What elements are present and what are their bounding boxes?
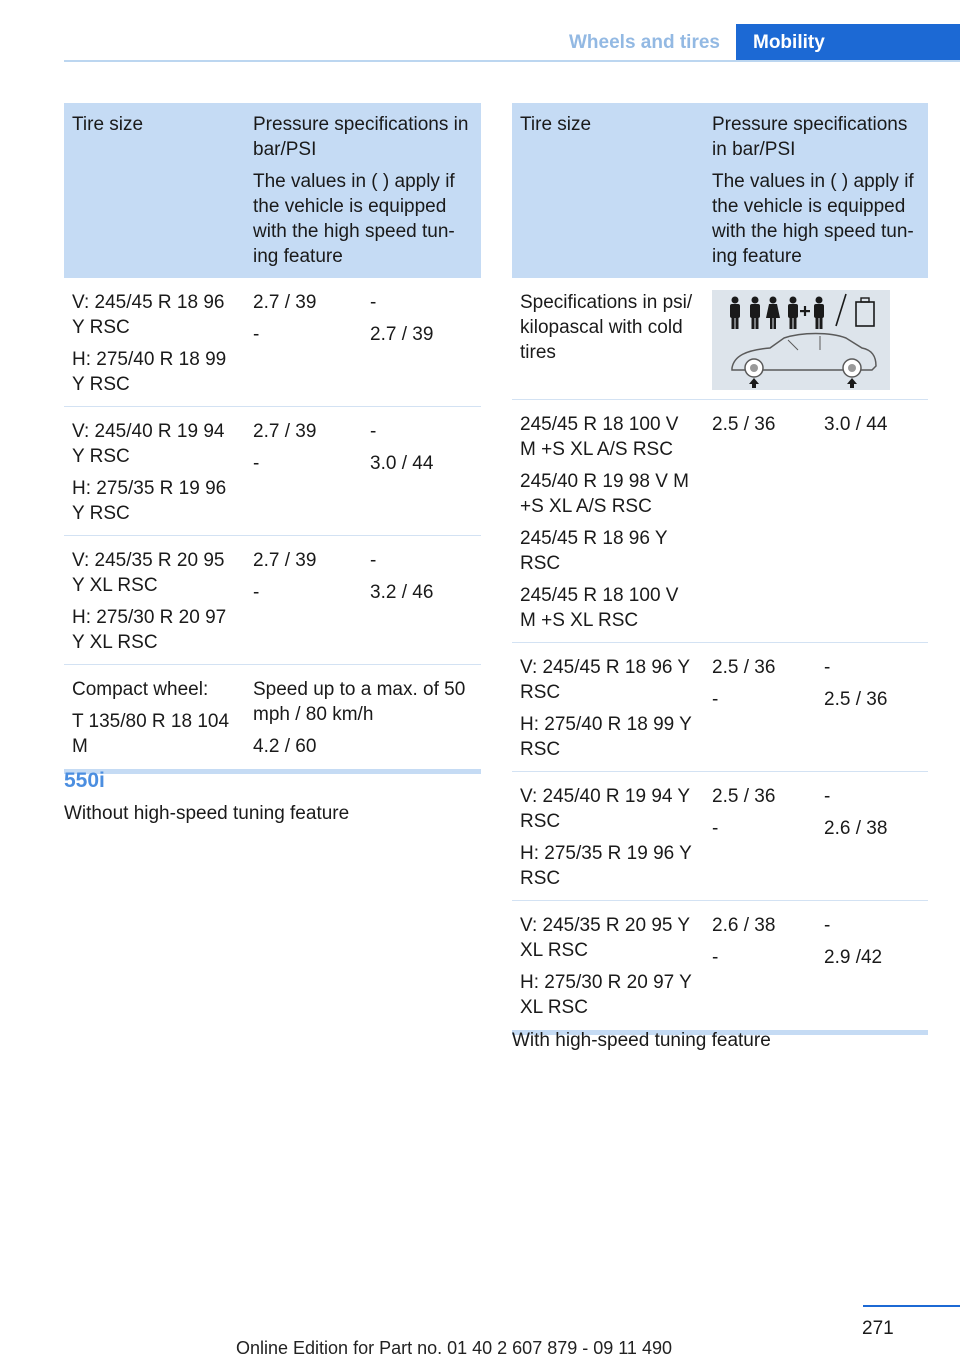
column-header-pressure: [245, 103, 481, 278]
page-header: [64, 24, 960, 62]
tire-size-rear: H: 275/30 R 20 97 Y XL RSC: [72, 607, 227, 653]
tire-size-front: V: 245/35 R 20 95 Y XL RSC: [520, 915, 690, 961]
pressure-value: 2.9 /42: [824, 947, 883, 968]
tire-size-front: V: 245/40 R 19 94 Y RSC: [72, 421, 225, 467]
tire-size-front: V: 245/45 R 18 96 Y RSC: [72, 292, 225, 338]
pressure-cell: [704, 643, 816, 772]
column-header-tire-size: Tire size: [64, 103, 245, 278]
tire-size-rear: H: 275/30 R 20 97 Y XL RSC: [520, 972, 692, 1018]
load-pictogram-icon: [712, 290, 890, 390]
table-row: [512, 400, 928, 643]
pressure-header-note: The values in ( ) apply if the vehicle is equipped with the high speed tun-ing feature: [253, 171, 455, 267]
tire-pressure-table-left: [64, 103, 481, 774]
pressure-cell: [362, 407, 481, 536]
table-header-row: [512, 103, 928, 278]
tire-size-rear: H: 275/35 R 19 96 Y RSC: [520, 843, 692, 889]
pressure-cell: [816, 901, 928, 1033]
pressure-cell: [245, 278, 362, 407]
pressure-value: 2.7 / 39: [253, 292, 317, 313]
tire-pressure-table-right: [512, 103, 928, 1035]
tire-size-rear: H: 275/40 R 18 99 Y RSC: [520, 714, 692, 760]
pressure-value: -: [712, 818, 719, 839]
pressure-header-title: Pressure specifications in bar/PSI: [253, 114, 469, 160]
tire-size-front: V: 245/35 R 20 95 Y XL RSC: [72, 550, 225, 596]
pressure-cell: [362, 536, 481, 665]
pressure-value: 3.0 / 44: [824, 414, 888, 435]
tire-size: 245/45 R 18 100 V M +S XL RSC: [520, 585, 679, 631]
pressure-value: -: [824, 915, 831, 936]
compact-wheel-label: Compact wheel:: [72, 679, 209, 700]
table-row: [512, 901, 928, 1033]
pressure-header-note: The values in ( ) apply if the vehicle is equipped with the high speed tun-ing feature: [712, 171, 914, 267]
pressure-value: 3.0 / 44: [370, 453, 434, 474]
tire-size-cell: [512, 643, 704, 772]
pressure-cell: [245, 665, 481, 772]
page-number: 271: [862, 1318, 894, 1339]
tire-size: 245/45 R 18 100 V M +S XL A/S RSC: [520, 414, 679, 460]
tire-size: 245/45 R 18 96 Y RSC: [520, 528, 668, 574]
header-divider: [64, 60, 960, 62]
tire-size-cell: [64, 536, 245, 665]
pressure-value: -: [712, 947, 719, 968]
pressure-value: 2.7 / 39: [253, 421, 317, 442]
pressure-value: -: [253, 582, 260, 603]
tire-size-cell: [64, 407, 245, 536]
tire-size-front: V: 245/40 R 19 94 Y RSC: [520, 786, 690, 832]
pressure-value: -: [370, 421, 377, 442]
tire-size-compact: T 135/80 R 18 104 M: [72, 711, 230, 757]
pressure-value: -: [824, 786, 831, 807]
pressure-cell: [816, 400, 928, 643]
pressure-cell: [362, 278, 481, 407]
pressure-value: -: [712, 689, 719, 710]
pressure-value: 2.5 / 36: [824, 689, 888, 710]
column-header-tire-size: Tire size: [512, 103, 704, 278]
chapter-tab: Mobility: [736, 24, 960, 62]
footer-divider: [863, 1305, 960, 1307]
speed-limit-note: Speed up to a max. of 50 mph / 80 km/h: [253, 679, 466, 725]
pressure-cell: [816, 772, 928, 901]
pictogram-cell: [704, 278, 928, 400]
pressure-value: 2.5 / 36: [712, 657, 776, 678]
section-title: Wheels and tires: [569, 32, 720, 53]
table-row: [64, 407, 481, 536]
pressure-cell: [245, 407, 362, 536]
pressure-value: 2.6 / 38: [712, 915, 776, 936]
pressure-value: 2.6 / 38: [824, 818, 888, 839]
pressure-value: 2.5 / 36: [712, 786, 776, 807]
tire-size-cell: [64, 665, 245, 772]
spec-label-cell: Specifications in psi/ kilopascal with cold tires: [512, 278, 704, 400]
pressure-value: 3.2 / 46: [370, 582, 434, 603]
edition-footer: Online Edition for Part no. 01 40 2 607 879 - 09 11 490: [236, 1338, 672, 1358]
table-header-row: [64, 103, 481, 278]
tire-size-cell: [512, 400, 704, 643]
table-row: [64, 536, 481, 665]
pressure-cell: [704, 400, 816, 643]
pressure-value: 4.2 / 60: [253, 736, 317, 757]
pressure-value: 2.7 / 39: [370, 324, 434, 345]
pressure-value: 2.7 / 39: [253, 550, 317, 571]
spec-row: [512, 278, 928, 400]
table-row: [512, 772, 928, 901]
model-subtitle: Without high-speed tuning feature: [64, 803, 350, 824]
table-row: [512, 643, 928, 772]
column-header-pressure: [704, 103, 928, 278]
model-heading: 550i: [64, 769, 105, 792]
pressure-cell: [816, 643, 928, 772]
tire-size-cell: [64, 278, 245, 407]
pressure-value: -: [253, 324, 260, 345]
pressure-cell: [245, 536, 362, 665]
pressure-header-title: Pressure specifications in bar/PSI: [712, 114, 908, 160]
pressure-value: -: [370, 550, 377, 571]
table-row: [64, 665, 481, 772]
tire-size-rear: H: 275/35 R 19 96 Y RSC: [72, 478, 227, 524]
tire-size-cell: [512, 772, 704, 901]
tire-size-front: V: 245/45 R 18 96 Y RSC: [520, 657, 690, 703]
pressure-value: -: [370, 292, 377, 313]
tire-size: 245/40 R 19 98 V M +S XL A/S RSC: [520, 471, 689, 517]
tire-size-cell: [512, 901, 704, 1033]
tire-size-rear: H: 275/40 R 18 99 Y RSC: [72, 349, 227, 395]
pressure-cell: [704, 901, 816, 1033]
pressure-cell: [704, 772, 816, 901]
pressure-value: -: [824, 657, 831, 678]
pressure-value: -: [253, 453, 260, 474]
table-row: [64, 278, 481, 407]
pressure-value: 2.5 / 36: [712, 414, 776, 435]
high-speed-note: With high-speed tuning feature: [512, 1030, 771, 1051]
